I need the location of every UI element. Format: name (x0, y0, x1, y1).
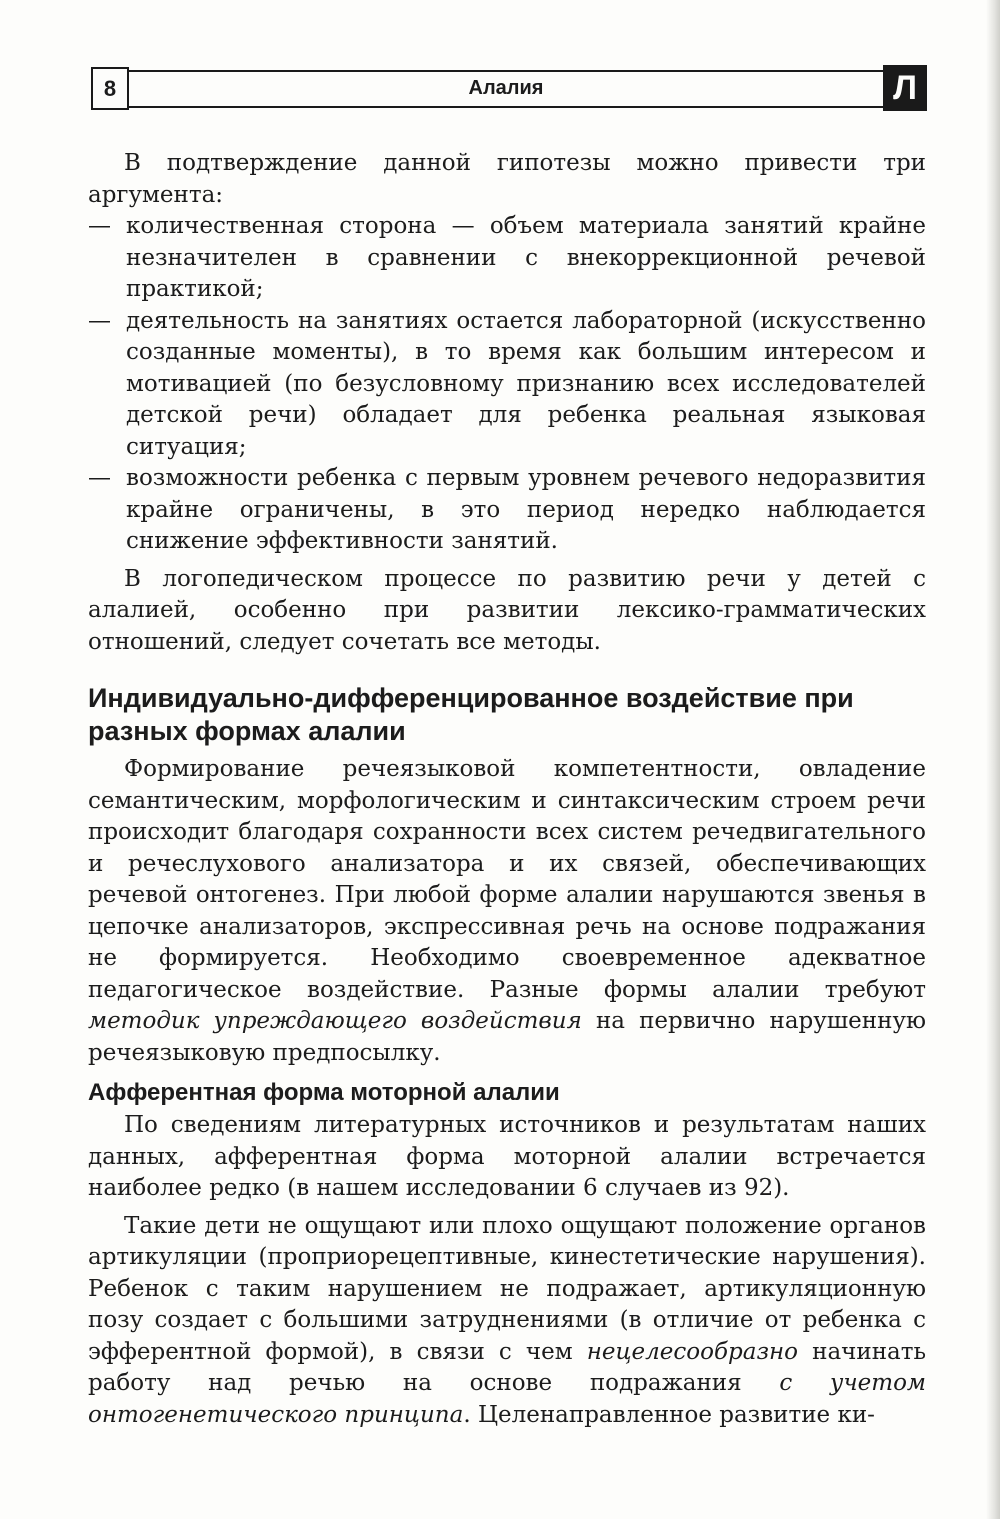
section-paragraph (88, 754, 926, 1069)
italic-term: с учетом онтогенетического принципа (88, 1370, 926, 1428)
page-number: 8 (91, 67, 129, 110)
list-item: — количественная сторона — объем материала занятий крайне незначителен в сравнении с внекоррекционной речевой практикой; (88, 211, 926, 306)
subsection-paragraph-1: По сведениям литературных источников и результатам наших данных, афферентная форма моторной алалии встречается наиболее редко (в нашем исследовании 6 случаев из 92). (88, 1112, 926, 1201)
intro-conclusion: В логопедическом процессе по развитию речи у детей с алалией, особенно при развитии лексико-грамматических отношений, следует сочетать все методы. (88, 565, 926, 655)
intro-lead: В подтверждение данной гипотезы можно привести три аргумента: (88, 150, 926, 208)
running-header-title: Алалия (468, 76, 544, 99)
header-rule-bottom (129, 106, 883, 108)
italic-term: методик упреждающего воздействия (88, 1008, 582, 1034)
subsection-heading: Афферентная форма моторной алалии (88, 1079, 560, 1106)
text-run: на первично нарушенную речеязыковую предпосылку. (88, 1008, 927, 1066)
text-run: Такие дети не ощущают или плохо ощущают положение органов артикуляции (проприорецептивные, кинестетические нарушения). Ребенок с таким нарушением не подражает, артикуляционную позу создает с большими затруднениями (в отличие от ребенка с эфферентной формой), в связи с чем (88, 1212, 926, 1365)
section-heading: Индивидуально-дифференцированное воздействие при разных формах алалии (88, 683, 854, 746)
argument-list (88, 211, 926, 558)
page-body (88, 148, 926, 1431)
text-run: . Целенаправленное развитие ки- (463, 1401, 875, 1428)
list-item: — деятельность на занятиях остается лабораторной (искусственно созданные моменты), в то время как большим интересом и мотивацией (по безусловному признанию всех исследователей детской речи) обладает для ребенка реальная языковая ситуация; (88, 306, 926, 464)
text-run: Формирование речеязыковой компетентности, овладение семантическим, морфологическим и синтаксическим строем речи происходит благодаря сохранности всех систем речедвигательного и речеслухового анализатора и их связей, обеспечивающих речевой онтогенез. При любой форме алалии нарушаются звенья в цепочке анализаторов, экспрессивная речь на основе подражания не формируется. Необходимо своевременное адекватное педагогическое воздействие. Разные формы алалии требуют (88, 756, 926, 1003)
section-letter-logo: Л (883, 65, 927, 111)
page-edge-shadow (986, 0, 1000, 1519)
text-run: начинать работу над речью на основе подражания (88, 1338, 926, 1396)
subsection-paragraph-2 (88, 1211, 926, 1432)
italic-term: нецелесообразно (586, 1338, 799, 1365)
list-item: — возможности ребенка с первым уровнем речевого недоразвития крайне ограничены, в это период нередко наблюдается снижение эффективности занятий. (88, 463, 926, 558)
